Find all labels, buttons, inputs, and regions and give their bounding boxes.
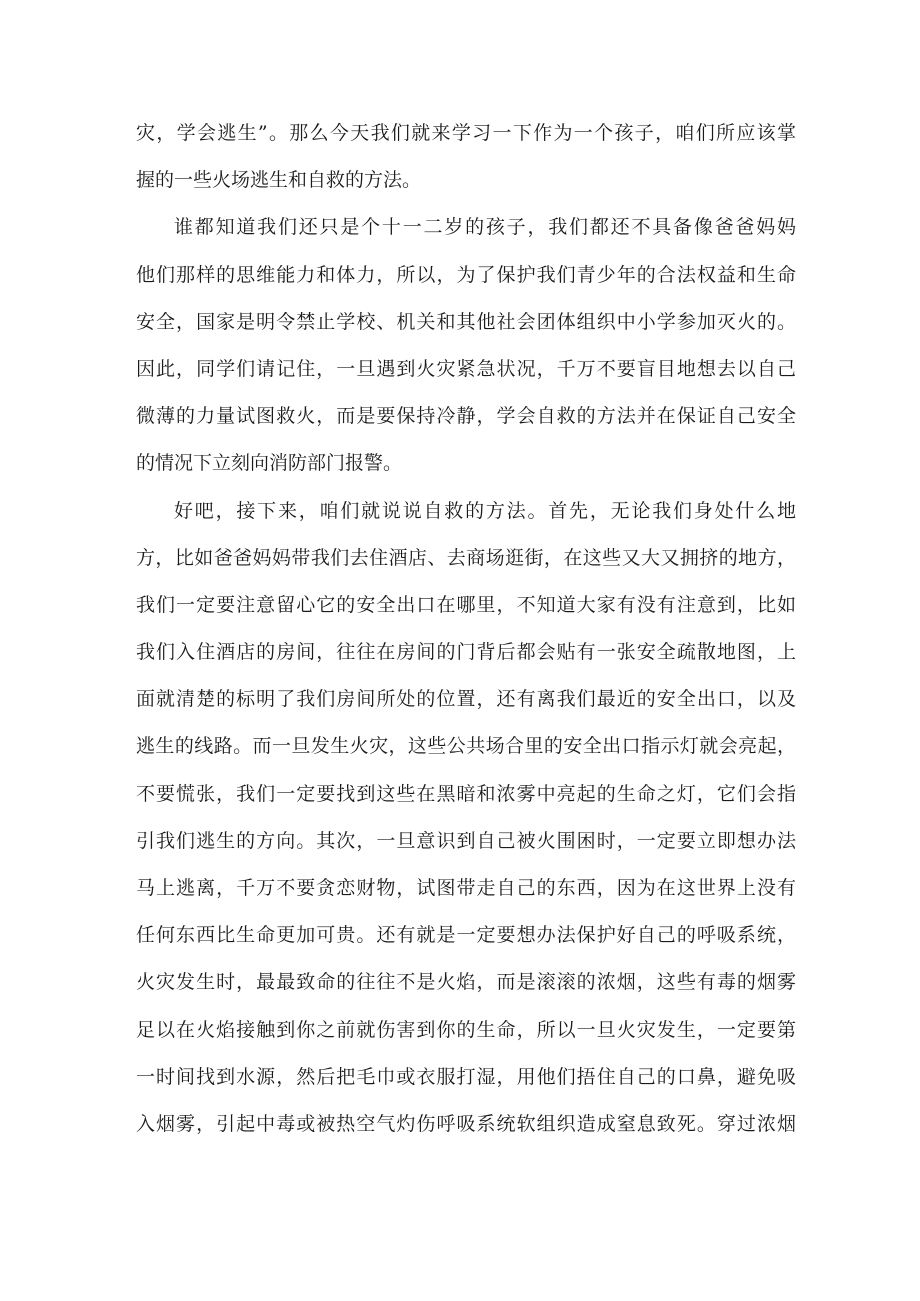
text-line: 好吧，接下来，咱们就说说自救的方法。首先，无论我们身处什么地 [174, 499, 796, 522]
text-line: 握的一些火场逃生和自救的方法。 [136, 169, 422, 192]
text-line: 不要慌张，我们一定要找到这些在黑暗和浓雾中亮起的生命之灯，它们会指 [136, 782, 796, 805]
text-line: 一时间找到水源，然后把毛巾或衣服打湿，用他们捂住自己的口鼻，避免吸 [136, 1065, 796, 1088]
text-line: 谁都知道我们还只是个十一二岁的孩子，我们都还不具备像爸爸妈妈 [174, 216, 796, 239]
text-line: 我们入住酒店的房间，往往在房间的门背后都会贴有一张安全疏散地图，上 [136, 641, 796, 664]
text-line: 他们那样的思维能力和体力，所以，为了保护我们青少年的合法权益和生命 [136, 263, 796, 286]
text-line: 入烟雾，引起中毒或被热空气灼伤呼吸系统软组织造成窒息致死。穿过浓烟 [136, 1112, 796, 1135]
text-line: 火灾发生时，最最致命的往往不是火焰，而是滚滚的浓烟，这些有毒的烟雾 [136, 971, 796, 994]
text-line: 足以在火焰接触到你之前就伤害到你的生命，所以一旦火灾发生，一定要第 [136, 1018, 796, 1041]
text-line: 安全，国家是明令禁止学校、机关和其他社会团体组织中小学参加灭火的。 [136, 310, 796, 333]
text-line: 因此，同学们请记住，一旦遇到火灾紧急状况，千万不要盲目地想去以自己 [136, 357, 796, 380]
text-line: 微薄的力量试图救火，而是要保持冷静，学会自救的方法并在保证自己安全 [136, 405, 796, 428]
text-line: 引我们逃生的方向。其次，一旦意识到自己被火围困时，一定要立即想办法 [136, 829, 796, 852]
body-text [136, 110, 796, 1148]
text-line: 的情况下立刻向消防部门报警。 [136, 452, 403, 475]
text-line: 面就清楚的标明了我们房间所处的位置，还有离我们最近的安全出口，以及 [136, 688, 796, 711]
text-line: 马上逃离，千万不要贪恋财物，试图带走自己的东西，因为在这世界上没有 [136, 877, 796, 899]
text-line: 逃生的线路。而一旦发生火灾，这些公共场合里的安全出口指示灯就会亮起， [136, 735, 796, 758]
text-line: 任何东西比生命更加可贵。还有就是一定要想办法保护好自己的呼吸系统， [136, 924, 796, 947]
text-line: 灾，学会逃生”。那么今天我们就来学习一下作为一个孩子，咱们所应该掌 [136, 122, 796, 144]
text-line: 方，比如爸爸妈妈带我们去住酒店、去商场逛街，在这些又大又拥挤的地方， [136, 546, 796, 569]
text-line: 我们一定要注意留心它的安全出口在哪里，不知道大家有没有注意到，比如 [136, 593, 796, 616]
